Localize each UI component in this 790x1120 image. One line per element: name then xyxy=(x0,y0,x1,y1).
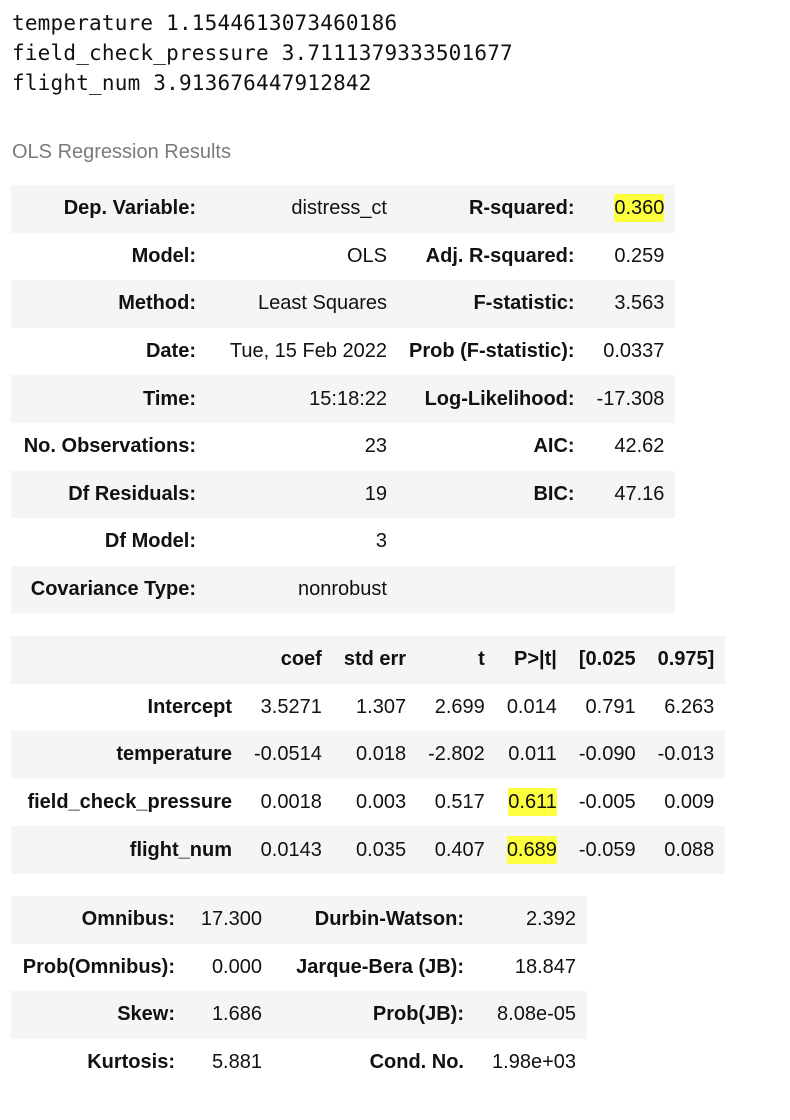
row-value: OLS xyxy=(346,244,387,267)
row-label: flight_num xyxy=(129,838,232,861)
table-row xyxy=(11,233,675,281)
row-value: nonrobust xyxy=(298,578,387,601)
row-label: Time: xyxy=(143,387,196,410)
cell: 0.407 xyxy=(434,838,485,861)
output-line: flight_num 3.913676447912842 xyxy=(12,71,372,95)
table-row xyxy=(11,518,675,566)
cell: -0.0514 xyxy=(254,743,322,766)
table-row xyxy=(11,280,675,328)
highlight-p-value: 0.689 xyxy=(507,836,557,864)
row-label: Cond. No. xyxy=(369,1051,464,1074)
row-label xyxy=(398,566,586,614)
row-value: 0.259 xyxy=(614,244,665,267)
table-row xyxy=(11,375,675,423)
row-value: 23 xyxy=(364,435,387,458)
coefficients-table xyxy=(11,636,725,874)
output-line: field_check_pressure 3.7111379333501677 xyxy=(12,41,513,65)
cell: 0.791 xyxy=(585,695,636,718)
row-value: 8.08e-05 xyxy=(497,1003,576,1026)
output-line: temperature 1.1544613073460186 xyxy=(12,11,398,35)
cell: -0.005 xyxy=(578,791,636,814)
row-label: Dep. Variable: xyxy=(63,197,196,220)
row-value: 0.0337 xyxy=(603,340,665,363)
cell: 0.009 xyxy=(664,791,715,814)
table-row xyxy=(11,896,587,944)
row-value: 18.847 xyxy=(514,955,576,978)
cell: 3.5271 xyxy=(260,695,322,718)
row-value: 3 xyxy=(375,530,387,553)
cell: 0.088 xyxy=(664,838,715,861)
row-label: Intercept xyxy=(147,695,232,718)
row-value: distress_ct xyxy=(291,197,387,220)
cell: 0.018 xyxy=(356,743,407,766)
row-value: 0.000 xyxy=(211,955,262,978)
cell xyxy=(496,779,568,827)
row-label: Omnibus: xyxy=(81,908,175,931)
cell: 1.307 xyxy=(356,695,407,718)
row-value: 15:18:22 xyxy=(309,387,387,410)
cell: 0.003 xyxy=(356,791,407,814)
column-header: [0.025 xyxy=(578,648,636,671)
row-value: 1.686 xyxy=(211,1003,262,1026)
cell: -0.059 xyxy=(578,838,636,861)
table-row xyxy=(11,328,675,376)
column-header: P>|t| xyxy=(514,648,557,671)
row-label: No. Observations: xyxy=(23,435,196,458)
highlight-r-squared: 0.360 xyxy=(614,194,664,222)
cell: -2.802 xyxy=(428,743,485,766)
table-row xyxy=(11,684,725,732)
row-value: 2.392 xyxy=(525,908,576,931)
table-header-row xyxy=(11,636,725,684)
row-value: 47.16 xyxy=(614,482,665,505)
column-header: t xyxy=(478,648,485,671)
row-label: Method: xyxy=(118,292,196,315)
row-label: field_check_pressure xyxy=(27,791,232,814)
diagnostics-table xyxy=(11,896,587,1086)
row-label: Covariance Type: xyxy=(30,578,196,601)
row-value: 42.62 xyxy=(614,435,665,458)
table-row xyxy=(11,1039,587,1087)
cell: 0.014 xyxy=(506,695,557,718)
row-value xyxy=(586,518,676,566)
row-value: Least Squares xyxy=(258,292,387,315)
table-row xyxy=(11,566,675,614)
table-row xyxy=(11,731,725,779)
table-row xyxy=(11,471,675,519)
table-row xyxy=(11,185,675,233)
row-value: -17.308 xyxy=(596,387,665,410)
row-value: Tue, 15 Feb 2022 xyxy=(229,340,387,363)
table-row xyxy=(11,423,675,471)
cell: -0.013 xyxy=(657,743,715,766)
cell: 0.517 xyxy=(434,791,485,814)
cell: 0.0018 xyxy=(260,791,322,814)
row-label: Prob(Omnibus): xyxy=(22,955,175,978)
row-label: temperature xyxy=(116,743,232,766)
row-label: Adj. R-squared: xyxy=(425,244,575,267)
row-value: 19 xyxy=(364,482,387,505)
cell: 0.0143 xyxy=(260,838,322,861)
column-header: 0.975] xyxy=(657,648,715,671)
cell: 0.035 xyxy=(356,838,407,861)
model-summary-table xyxy=(11,185,675,613)
row-value: 17.300 xyxy=(200,908,262,931)
row-label: AIC: xyxy=(533,435,575,458)
row-label: F-statistic: xyxy=(473,292,575,315)
cell: 0.011 xyxy=(508,743,557,766)
row-value xyxy=(586,185,676,233)
row-label: Df Model: xyxy=(104,530,196,553)
table-row xyxy=(11,826,725,874)
cell: 2.699 xyxy=(434,695,485,718)
cell: 6.263 xyxy=(664,695,715,718)
row-label: Date: xyxy=(145,340,196,363)
row-label xyxy=(398,518,586,566)
row-value: 3.563 xyxy=(614,292,665,315)
cell-output-text xyxy=(12,8,513,98)
column-header: coef xyxy=(280,648,322,671)
row-label: Prob (F-statistic): xyxy=(409,340,575,363)
column-header: std err xyxy=(343,648,407,671)
column-header xyxy=(11,636,243,684)
row-label: Log-Likelihood: xyxy=(424,387,575,410)
row-label: Jarque-Bera (JB): xyxy=(296,955,464,978)
cell: -0.090 xyxy=(578,743,636,766)
row-label: R-squared: xyxy=(468,197,575,220)
row-label: Skew: xyxy=(117,1003,175,1026)
row-label: Model: xyxy=(131,244,196,267)
row-label: BIC: xyxy=(533,482,575,505)
row-value xyxy=(586,566,676,614)
row-label: Durbin-Watson: xyxy=(314,908,464,931)
table-row xyxy=(11,944,587,992)
cell xyxy=(496,826,568,874)
row-label: Prob(JB): xyxy=(372,1003,464,1026)
row-value: 1.98e+03 xyxy=(492,1051,576,1074)
row-label: Kurtosis: xyxy=(87,1051,175,1074)
highlight-p-value: 0.611 xyxy=(508,788,557,816)
table-caption: OLS Regression Results xyxy=(12,141,231,163)
row-value: 5.881 xyxy=(211,1051,262,1074)
row-label: Df Residuals: xyxy=(68,482,196,505)
table-row xyxy=(11,779,725,827)
table-row xyxy=(11,991,587,1039)
